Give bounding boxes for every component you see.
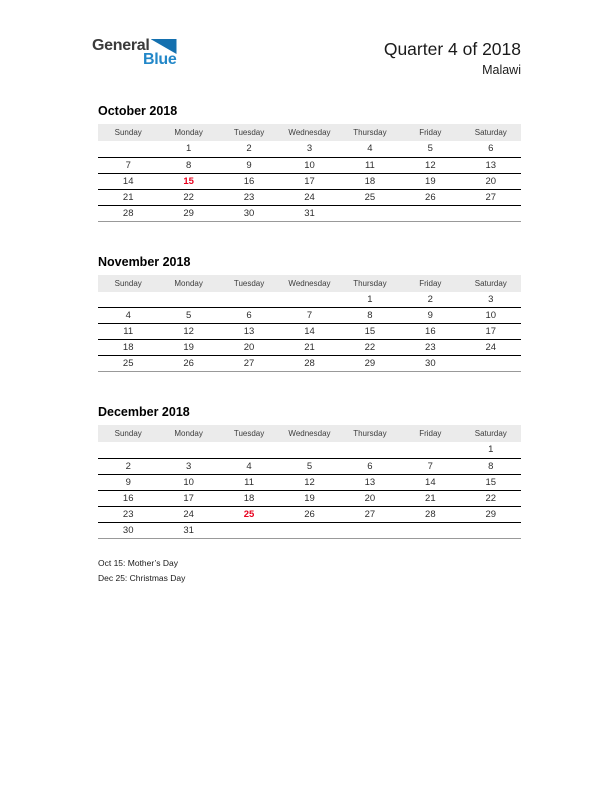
holiday-note: Oct 15: Mother’s Day: [98, 557, 178, 568]
calendar-cell: 4: [98, 308, 158, 324]
weekday-header: Wednesday: [279, 275, 339, 292]
month-title: December 2018: [98, 405, 190, 419]
calendar-cell: [400, 442, 460, 458]
calendar-cell: [340, 522, 400, 538]
calendar-cell: 29: [158, 205, 218, 221]
calendar-cell: 12: [158, 324, 218, 340]
calendar-cell: 21: [400, 490, 460, 506]
month-december-2018: [98, 405, 521, 539]
calendar-cell: [98, 141, 158, 157]
calendar-cell: 30: [98, 522, 158, 538]
month-title: November 2018: [98, 254, 191, 269]
calendar-week-row: [98, 157, 521, 173]
weekday-header: Sunday: [98, 275, 158, 292]
calendar-cell: 4: [340, 141, 400, 157]
weekday-header: Thursday: [340, 425, 400, 442]
calendar-cell: 5: [400, 141, 460, 157]
calendar-cell: [219, 442, 279, 458]
calendar-cell: 7: [98, 157, 158, 173]
calendar-cell: 19: [158, 340, 218, 356]
calendar-week-row: [98, 506, 521, 522]
calendar-cell-holiday: 25: [219, 506, 279, 522]
calendar-cell: 28: [400, 506, 460, 522]
calendar-cell: [98, 442, 158, 458]
calendar-cell-holiday: 15: [158, 173, 218, 189]
calendar-cell: 14: [98, 173, 158, 189]
calendar-cell: 21: [98, 189, 158, 205]
calendar-cell: 24: [279, 189, 339, 205]
calendar-week-row: [98, 474, 521, 490]
calendar-cell: [340, 442, 400, 458]
calendar-cell: [461, 205, 521, 221]
calendar-cell: 1: [340, 292, 400, 308]
calendar-cell: 11: [340, 157, 400, 173]
calendar-cell: 24: [461, 340, 521, 356]
calendar-cell: 3: [461, 292, 521, 308]
calendar-table-december-2018: [98, 425, 521, 539]
months-container: [98, 104, 521, 539]
calendar-table-october-2018: [98, 124, 521, 222]
calendar-cell: 27: [461, 189, 521, 205]
general-blue-logo: [92, 38, 177, 68]
calendar-cell: 29: [461, 506, 521, 522]
page-subtitle: Malawi: [482, 63, 521, 77]
calendar-cell: 16: [98, 490, 158, 506]
calendar-cell: [461, 522, 521, 538]
calendar-cell: 22: [340, 340, 400, 356]
calendar-cell: [279, 522, 339, 538]
calendar-cell: 30: [219, 205, 279, 221]
calendar-week-row: [98, 490, 521, 506]
calendar-cell: [461, 356, 521, 372]
calendar-cell: 6: [461, 141, 521, 157]
calendar-cell: 18: [219, 490, 279, 506]
calendar-cell: 16: [400, 324, 460, 340]
calendar-cell: 17: [279, 173, 339, 189]
calendar-cell: 31: [279, 205, 339, 221]
calendar-cell: 24: [158, 506, 218, 522]
title-block: [384, 38, 521, 78]
calendar-cell: 26: [279, 506, 339, 522]
calendar-cell: 1: [158, 141, 218, 157]
calendar-cell: [400, 205, 460, 221]
calendar-cell: 25: [98, 356, 158, 372]
weekday-header: Monday: [158, 425, 218, 442]
calendar-cell: 11: [98, 324, 158, 340]
calendar-cell: 5: [279, 458, 339, 474]
weekday-header: Friday: [400, 275, 460, 292]
calendar-content: [98, 104, 521, 586]
weekday-header: Monday: [158, 275, 218, 292]
weekday-header: Friday: [400, 425, 460, 442]
calendar-cell: 12: [400, 157, 460, 173]
calendar-cell: [279, 292, 339, 308]
weekday-header: Thursday: [340, 124, 400, 141]
weekday-header: Saturday: [461, 425, 521, 442]
calendar-cell: 8: [158, 157, 218, 173]
calendar-cell: 20: [219, 340, 279, 356]
calendar-cell: [158, 442, 218, 458]
calendar-cell: 1: [461, 442, 521, 458]
month-october-2018: [98, 104, 521, 222]
calendar-cell: 15: [340, 324, 400, 340]
calendar-cell: 25: [340, 189, 400, 205]
calendar-table-november-2018: [98, 275, 521, 373]
calendar-cell: [98, 292, 158, 308]
calendar-cell: 13: [340, 474, 400, 490]
weekday-header: Monday: [158, 124, 218, 141]
calendar-cell: 20: [340, 490, 400, 506]
calendar-week-row: [98, 292, 521, 308]
calendar-cell: 29: [340, 356, 400, 372]
calendar-cell: 9: [219, 157, 279, 173]
calendar-cell: 31: [158, 522, 218, 538]
calendar-cell: 9: [400, 308, 460, 324]
calendar-cell: 27: [219, 356, 279, 372]
calendar-cell: 20: [461, 173, 521, 189]
calendar-cell: 11: [219, 474, 279, 490]
calendar-week-row: [98, 324, 521, 340]
calendar-cell: 26: [158, 356, 218, 372]
calendar-cell: 10: [158, 474, 218, 490]
weekday-header: Saturday: [461, 275, 521, 292]
calendar-cell: 10: [279, 157, 339, 173]
calendar-cell: 12: [279, 474, 339, 490]
logo-blue-text: Blue: [143, 51, 177, 68]
holiday-notes: [98, 556, 521, 586]
calendar-cell: 17: [461, 324, 521, 340]
calendar-cell: 27: [340, 506, 400, 522]
calendar-cell: 16: [219, 173, 279, 189]
weekday-header-row: [98, 425, 521, 442]
page-header: [92, 38, 521, 78]
calendar-cell: 23: [400, 340, 460, 356]
calendar-cell: 7: [400, 458, 460, 474]
calendar-cell: 17: [158, 490, 218, 506]
calendar-cell: 6: [219, 308, 279, 324]
calendar-cell: 13: [461, 157, 521, 173]
weekday-header: Thursday: [340, 275, 400, 292]
calendar-cell: 15: [461, 474, 521, 490]
calendar-week-row: [98, 356, 521, 372]
calendar-week-row: [98, 458, 521, 474]
calendar-cell: 22: [461, 490, 521, 506]
calendar-week-row: [98, 442, 521, 458]
calendar-cell: 23: [219, 189, 279, 205]
weekday-header: Sunday: [98, 124, 158, 141]
calendar-cell: [340, 205, 400, 221]
month-title: October 2018: [98, 104, 178, 118]
calendar-week-row: [98, 308, 521, 324]
calendar-cell: 2: [400, 292, 460, 308]
calendar-cell: 14: [279, 324, 339, 340]
calendar-cell: 10: [461, 308, 521, 324]
calendar-cell: 7: [279, 308, 339, 324]
calendar-week-row: [98, 141, 521, 157]
calendar-cell: 22: [158, 189, 218, 205]
weekday-header: Sunday: [98, 425, 158, 442]
calendar-cell: 3: [279, 141, 339, 157]
calendar-cell: [158, 292, 218, 308]
calendar-cell: 23: [98, 506, 158, 522]
weekday-header-row: [98, 124, 521, 141]
holiday-note: Dec 25: Christmas Day: [98, 572, 186, 583]
calendar-cell: 18: [340, 173, 400, 189]
logo-general-text: General: [92, 37, 150, 54]
calendar-cell: 9: [98, 474, 158, 490]
weekday-header: Tuesday: [219, 275, 279, 292]
calendar-cell: 2: [98, 458, 158, 474]
weekday-header: Saturday: [461, 124, 521, 141]
weekday-header: Wednesday: [279, 425, 339, 442]
calendar-cell: 21: [279, 340, 339, 356]
weekday-header: Wednesday: [279, 124, 339, 141]
calendar-cell: [279, 442, 339, 458]
calendar-week-row: [98, 340, 521, 356]
calendar-cell: 14: [400, 474, 460, 490]
calendar-cell: [219, 522, 279, 538]
calendar-cell: 26: [400, 189, 460, 205]
calendar-cell: [400, 522, 460, 538]
calendar-cell: 13: [219, 324, 279, 340]
calendar-cell: 6: [340, 458, 400, 474]
calendar-cell: [219, 292, 279, 308]
calendar-week-row: [98, 205, 521, 221]
weekday-header: Tuesday: [219, 425, 279, 442]
weekday-header: Tuesday: [219, 124, 279, 141]
calendar-cell: 19: [279, 490, 339, 506]
calendar-cell: 8: [461, 458, 521, 474]
calendar-cell: 28: [98, 205, 158, 221]
weekday-header: Friday: [400, 124, 460, 141]
calendar-cell: 4: [219, 458, 279, 474]
calendar-cell: 30: [400, 356, 460, 372]
calendar-week-row: [98, 189, 521, 205]
calendar-cell: 3: [158, 458, 218, 474]
calendar-week-row: [98, 173, 521, 189]
calendar-cell: 5: [158, 308, 218, 324]
calendar-cell: 8: [340, 308, 400, 324]
page-title: Quarter 4 of 2018: [383, 39, 521, 59]
month-november-2018: [98, 255, 521, 373]
calendar-cell: 28: [279, 356, 339, 372]
calendar-cell: 18: [98, 340, 158, 356]
weekday-header-row: [98, 275, 521, 292]
calendar-week-row: [98, 522, 521, 538]
calendar-cell: 19: [400, 173, 460, 189]
calendar-cell: 2: [219, 141, 279, 157]
